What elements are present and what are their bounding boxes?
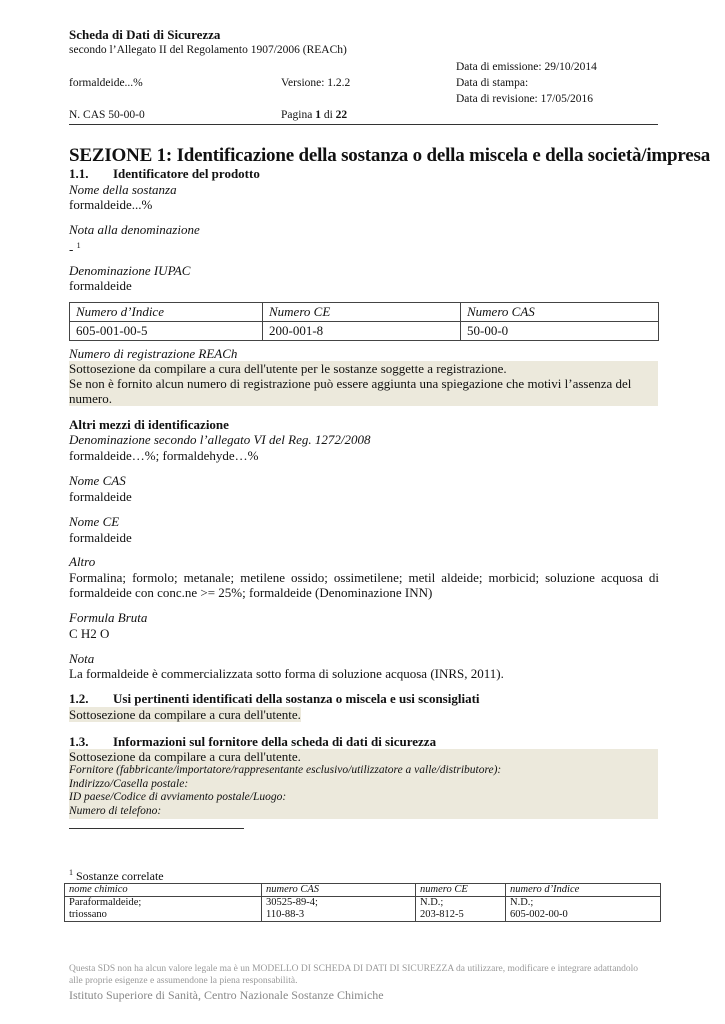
iupac-name: formaldeide bbox=[69, 278, 132, 293]
reach-instructions bbox=[69, 361, 658, 406]
version: Versione: 1.2.2 bbox=[281, 77, 351, 89]
page-indicator bbox=[281, 109, 347, 121]
ce-name: formaldeide bbox=[69, 530, 132, 545]
note-label: Nota bbox=[69, 651, 95, 666]
footnote-marker: 1 bbox=[69, 868, 73, 877]
phone-field-label: Numero di telefono: bbox=[69, 804, 162, 817]
formula-label: Formula Bruta bbox=[69, 610, 148, 625]
cas-number: N. CAS 50-00-0 bbox=[69, 109, 145, 121]
page-prefix: Pagina bbox=[281, 109, 316, 121]
subsection-number: 1.1. bbox=[69, 166, 89, 181]
footnote-heading bbox=[69, 868, 164, 884]
footnote-divider bbox=[69, 828, 244, 829]
subsection-number: 1.3. bbox=[69, 734, 89, 749]
other-means-heading: Altri mezzi di identificazione bbox=[69, 417, 229, 432]
revision-date: Data di revisione: 17/05/2016 bbox=[456, 93, 594, 105]
emission-date: Data di emissione: 29/10/2014 bbox=[456, 61, 597, 73]
other-line: Formalina; formolo; metanale; metilene ossido; ossimetilene; metil aldeide; morbicid; soluzione acquosa di bbox=[69, 570, 659, 585]
subsection-1-3-heading bbox=[69, 734, 436, 749]
footnote-title: Sostanze correlate bbox=[76, 869, 164, 883]
table-row bbox=[65, 897, 661, 922]
cell-line: 30525-89-4; bbox=[266, 897, 318, 908]
supplier-field-label: Fornitore (fabbricante/importatore/rappresentante esclusivo/utilizzatore a valle/distributore): bbox=[69, 764, 502, 776]
header-divider bbox=[69, 124, 658, 125]
ce-name-label: Nome CE bbox=[69, 514, 120, 529]
reach-line: numero. bbox=[69, 391, 112, 406]
table-cell bbox=[65, 897, 262, 922]
note: La formaldeide è commercializzata sotto forma di soluzione acquosa (INRS, 2011). bbox=[69, 666, 504, 681]
page-total: 22 bbox=[335, 109, 348, 121]
reach-line: Se non è fornito alcun numero di registrazione può essere aggiunta una spiegazione che motivi l’assenza del bbox=[69, 376, 632, 391]
formula: C H2 O bbox=[69, 626, 110, 641]
cas-number-cell: 50-00-0 bbox=[461, 322, 659, 341]
footnote-ref[interactable]: 1 bbox=[76, 241, 81, 250]
print-date: Data di stampa: bbox=[456, 77, 529, 89]
index-number: 605-001-00-5 bbox=[70, 322, 263, 341]
name-note-label: Nota alla denominazione bbox=[69, 222, 200, 237]
table-cell bbox=[416, 897, 506, 922]
subsection-title: Usi pertinenti identificati della sostanza o miscela e usi sconsigliati bbox=[113, 691, 480, 706]
cell-line: N.D.; bbox=[420, 897, 444, 908]
other-line: formaldeide con conc.ne >= 25%; formaldeide (Denominazione INN) bbox=[69, 585, 433, 600]
disclaimer-line: alle proprie esigenze e assumendone la piena responsabilità. bbox=[69, 976, 298, 986]
reach-label: Numero di registrazione REACh bbox=[69, 346, 238, 361]
cell-line: N.D.; bbox=[510, 897, 534, 908]
cell-line: 203-812-5 bbox=[420, 909, 464, 920]
table-header-cell: Numero CAS bbox=[461, 303, 659, 322]
other-label: Altro bbox=[69, 554, 96, 569]
subsection-title: Informazioni sul fornitore della scheda di dati di sicurezza bbox=[113, 734, 437, 749]
subsection-1-2-heading bbox=[69, 691, 480, 706]
table-cell bbox=[262, 897, 416, 922]
table-header-cell: numero CE bbox=[416, 884, 506, 897]
substance-name-label: Nome della sostanza bbox=[69, 182, 177, 197]
supplier-block bbox=[69, 749, 658, 819]
country-field-label: ID paese/Codice di avviamento postale/Luogo: bbox=[69, 791, 287, 803]
cas-name-label: Nome CAS bbox=[69, 473, 126, 488]
cas-name: formaldeide bbox=[69, 489, 132, 504]
disclaimer-line: Questa SDS non ha alcun valore legale ma è un MODELLO DI SCHEDA DI DATI DI SICUREZZA da utilizzare, modificare e integrare adattandolo bbox=[69, 964, 639, 974]
name-note-value: - bbox=[69, 241, 74, 257]
subsection-1-2-text: Sottosezione da compilare a cura dell'utente. bbox=[69, 707, 301, 722]
table-header-cell: numero d’Indice bbox=[506, 884, 661, 897]
iupac-label: Denominazione IUPAC bbox=[69, 263, 191, 278]
supplier-instructions: Sottosezione da compilare a cura dell'utente. bbox=[69, 749, 301, 764]
related-substances-table bbox=[64, 883, 661, 922]
product-name: formaldeide...% bbox=[69, 77, 143, 89]
substance-name: formaldeide...% bbox=[69, 197, 153, 212]
subsection-1-1-heading bbox=[69, 166, 260, 181]
footer-disclaimer bbox=[69, 963, 669, 987]
ce-number: 200-001-8 bbox=[263, 322, 461, 341]
cell-line: 605-002-00-0 bbox=[510, 909, 568, 920]
table-header-cell: Numero d’Indice bbox=[70, 303, 263, 322]
reach-line: Sottosezione da compilare a cura dell'utente per le sostanze soggette a registrazione. bbox=[69, 361, 507, 376]
name-note bbox=[69, 238, 81, 256]
section-title: SEZIONE 1: Identificazione della sostanza o della miscela e della società/impresa bbox=[69, 145, 711, 166]
table-header-cell: Numero CE bbox=[263, 303, 461, 322]
table-cell bbox=[506, 897, 661, 922]
document-title: Scheda di Dati di Sicurezza bbox=[69, 27, 221, 42]
identifier-table bbox=[69, 302, 659, 341]
table-header-row bbox=[65, 884, 661, 897]
subsection-number: 1.2. bbox=[69, 691, 89, 706]
page-number: 1 bbox=[315, 109, 321, 121]
footer-institute: Istituto Superiore di Sanità, Centro Nazionale Sostanze Chimiche bbox=[69, 988, 384, 1002]
table-header-cell: numero CAS bbox=[262, 884, 416, 897]
table-header-row bbox=[70, 303, 659, 322]
cell-line: Paraformaldeide; bbox=[69, 897, 142, 908]
annex-value: formaldeide…%; formaldehyde…% bbox=[69, 448, 259, 463]
subsection-title: Identificatore del prodotto bbox=[113, 166, 260, 181]
table-header-cell: nome chimico bbox=[65, 884, 262, 897]
page-mid: di bbox=[320, 109, 336, 121]
table-row bbox=[70, 322, 659, 341]
address-field-label: Indirizzo/Casella postale: bbox=[69, 777, 189, 790]
annex-label: Denominazione secondo l’allegato VI del Reg. 1272/2008 bbox=[69, 432, 371, 447]
cell-line: triossano bbox=[69, 909, 107, 920]
cell-line: 110-88-3 bbox=[266, 909, 305, 920]
document-subtitle: secondo l’Allegato II del Regolamento 1907/2006 (REACh) bbox=[69, 44, 347, 56]
